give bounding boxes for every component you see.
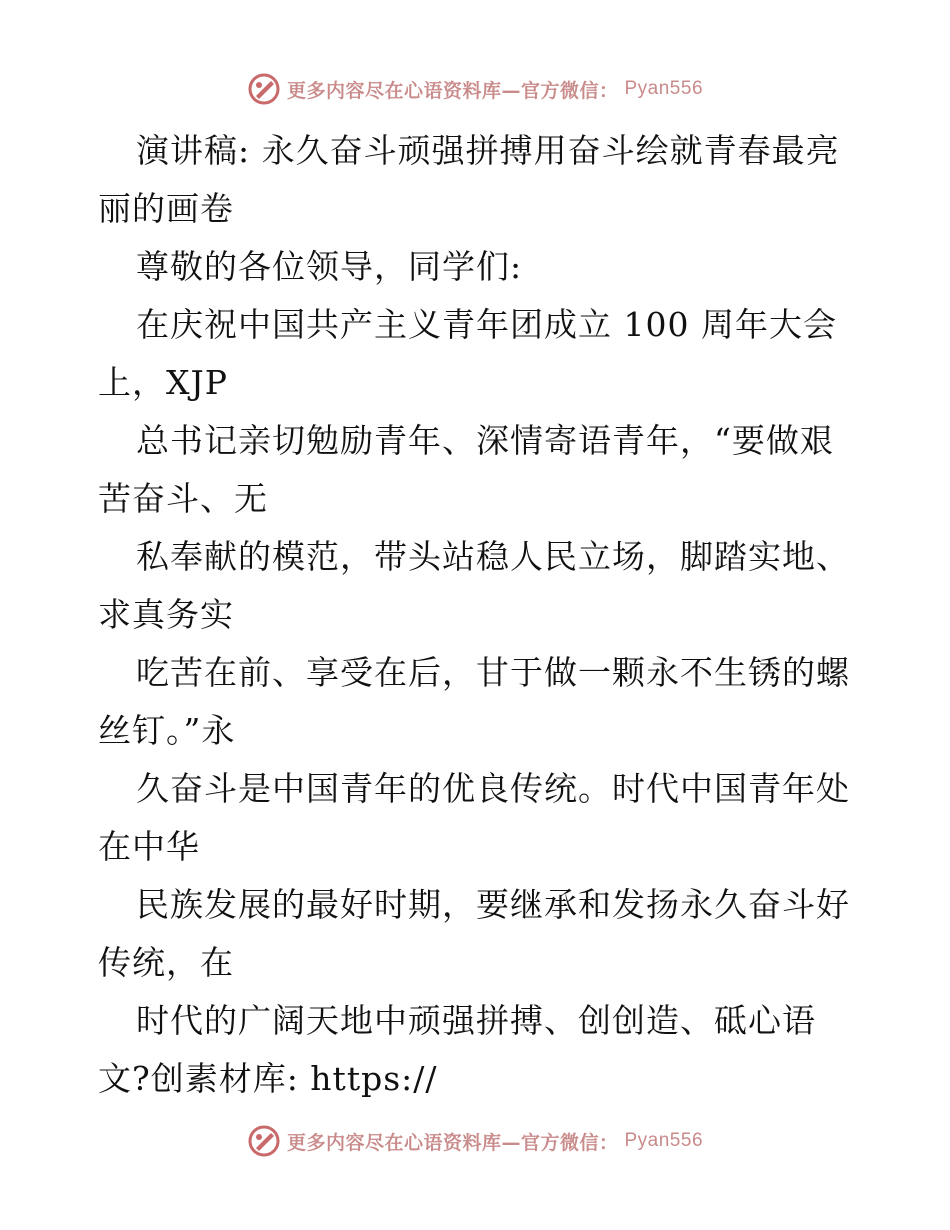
watermark-banner-top [0, 72, 950, 106]
text-line: 丝钉。”永 [98, 711, 236, 750]
text-line: 在庆祝中国共产主义青年团成立 100 周年大会 [136, 305, 837, 344]
banner-wechat-id: Pyan556 [624, 1130, 704, 1151]
text-line: 时代的广阔天地中顽强拼搏、创创造、砥心语 [136, 1001, 816, 1040]
logo-icon [247, 1124, 281, 1158]
text-line: 传统，在 [98, 943, 234, 982]
logo-icon [247, 72, 281, 106]
text-line: 苦奋斗、无 [98, 479, 268, 518]
text-line: 民族发展的最好时期，要继承和发扬永久奋斗好 [136, 885, 850, 924]
document-body [98, 122, 868, 1108]
text-line: 演讲稿: 永久奋斗顽强拼搏用奋斗绘就青春最亮 [136, 131, 840, 170]
text-line: 私奉献的模范，带头站稳人民立场，脚踏实地、 [136, 537, 850, 576]
text-line: 在中华 [98, 827, 200, 866]
banner-wechat-id: Pyan556 [624, 78, 704, 99]
text-line: 总书记亲切勉励青年、深情寄语青年，“要做艰 [136, 421, 834, 460]
banner-text: 更多内容尽在心语资料库—官方微信： [286, 1131, 619, 1154]
text-line: 久奋斗是中国青年的优良传统。时代中国青年处 [136, 769, 850, 808]
text-line: 丽的画卷 [98, 189, 234, 228]
text-line: 文?创素材库: https:// [98, 1059, 438, 1098]
banner-text: 更多内容尽在心语资料库—官方微信： [286, 79, 619, 102]
text-line: 上，XJP [98, 363, 228, 402]
text-line: 尊敬的各位领导，同学们: [136, 247, 523, 286]
text-line: 求真务实 [98, 595, 234, 634]
watermark-banner-bottom [0, 1124, 950, 1158]
text-line: 吃苦在前、享受在后，甘于做一颗永不生锈的螺 [136, 653, 850, 692]
